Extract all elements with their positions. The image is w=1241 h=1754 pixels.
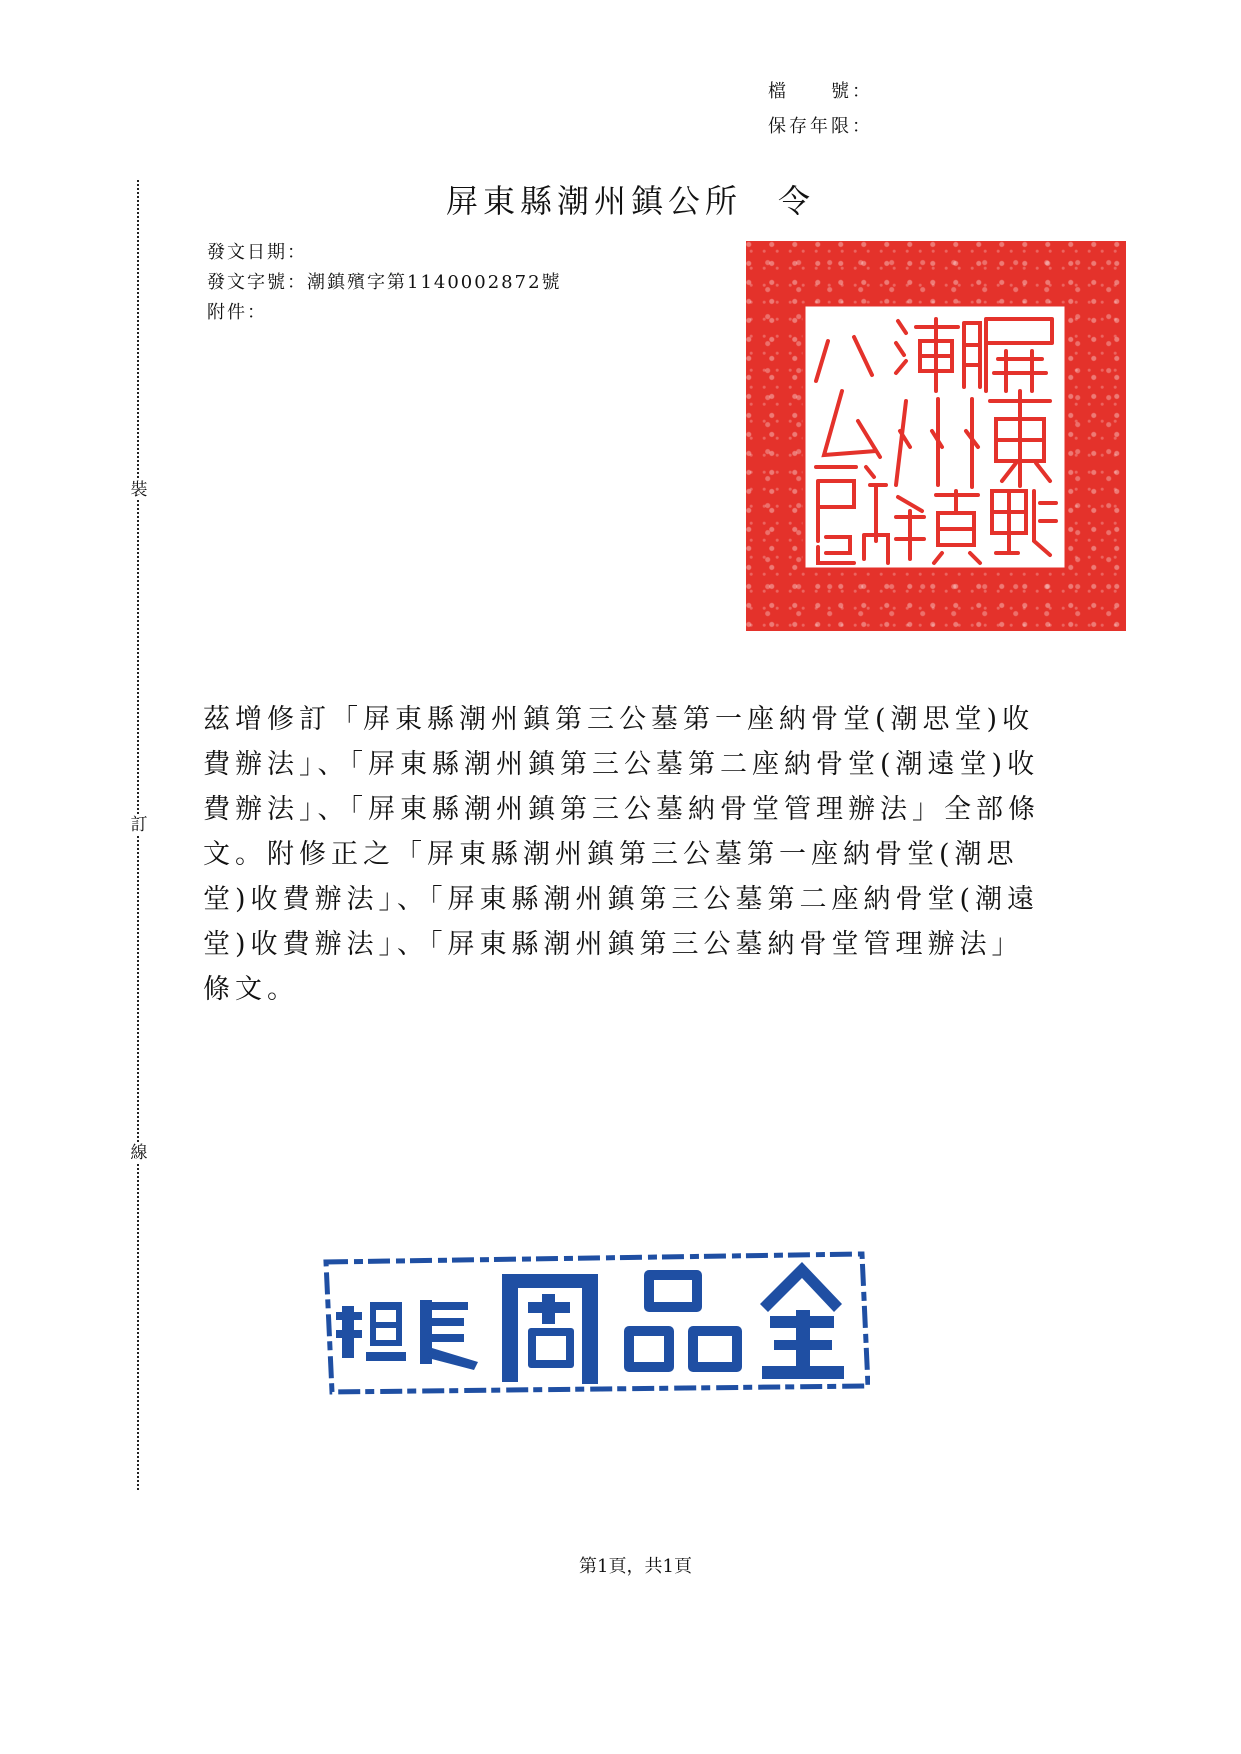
title-organization: 屏東縣潮州鎮公所 (445, 182, 742, 220)
binding-mark-ding: 訂 (130, 815, 148, 835)
official-seal (746, 241, 1126, 631)
page-number: 第1頁，共1頁 (579, 1556, 692, 1577)
body-paragraph: 茲增修訂「屏東縣潮州鎮第三公墓第一座納骨堂(潮思堂)收費辦法」、「屏東縣潮州鎮第三公墓第二座納骨堂(潮遠堂)收費辦法」、「屏東縣潮州鎮第三公墓納骨堂管理辦法」全部條文。附修正之「屏東縣潮州鎮第三公墓第一座納骨堂(潮思堂)收費辦法」、「屏東縣潮州鎮第三公墓第二座納骨堂(潮遠堂)收費辦法」、「屏東縣潮州鎮第三公墓納骨堂管理辦法」條文。 (203, 704, 1040, 1005)
issue-number-label: 發文字號： (207, 272, 307, 293)
file-meta (768, 74, 873, 144)
title-doc-type: 令 (778, 182, 816, 220)
attachment-label: 附件： (207, 302, 267, 323)
binding-mark-zhuang: 裝 (130, 480, 148, 500)
issue-number (207, 268, 562, 298)
page-title (0, 176, 1241, 222)
issue-number-value: 潮鎮殯字第1140002872號 (307, 272, 562, 293)
binding-line (137, 180, 139, 1490)
file-number-label: 檔 號： (768, 81, 873, 102)
issue-date (207, 238, 562, 268)
official-seal-graphic (746, 241, 1126, 631)
binding-mark-xian: 線 (130, 1143, 148, 1163)
mayor-signature-stamp (322, 1248, 870, 1396)
issue-meta (207, 238, 562, 328)
issue-date-label: 發文日期： (207, 242, 307, 263)
retention-period-label: 保存年限： (768, 116, 873, 137)
attachment (207, 298, 562, 328)
signature-stamp-graphic (322, 1248, 870, 1396)
